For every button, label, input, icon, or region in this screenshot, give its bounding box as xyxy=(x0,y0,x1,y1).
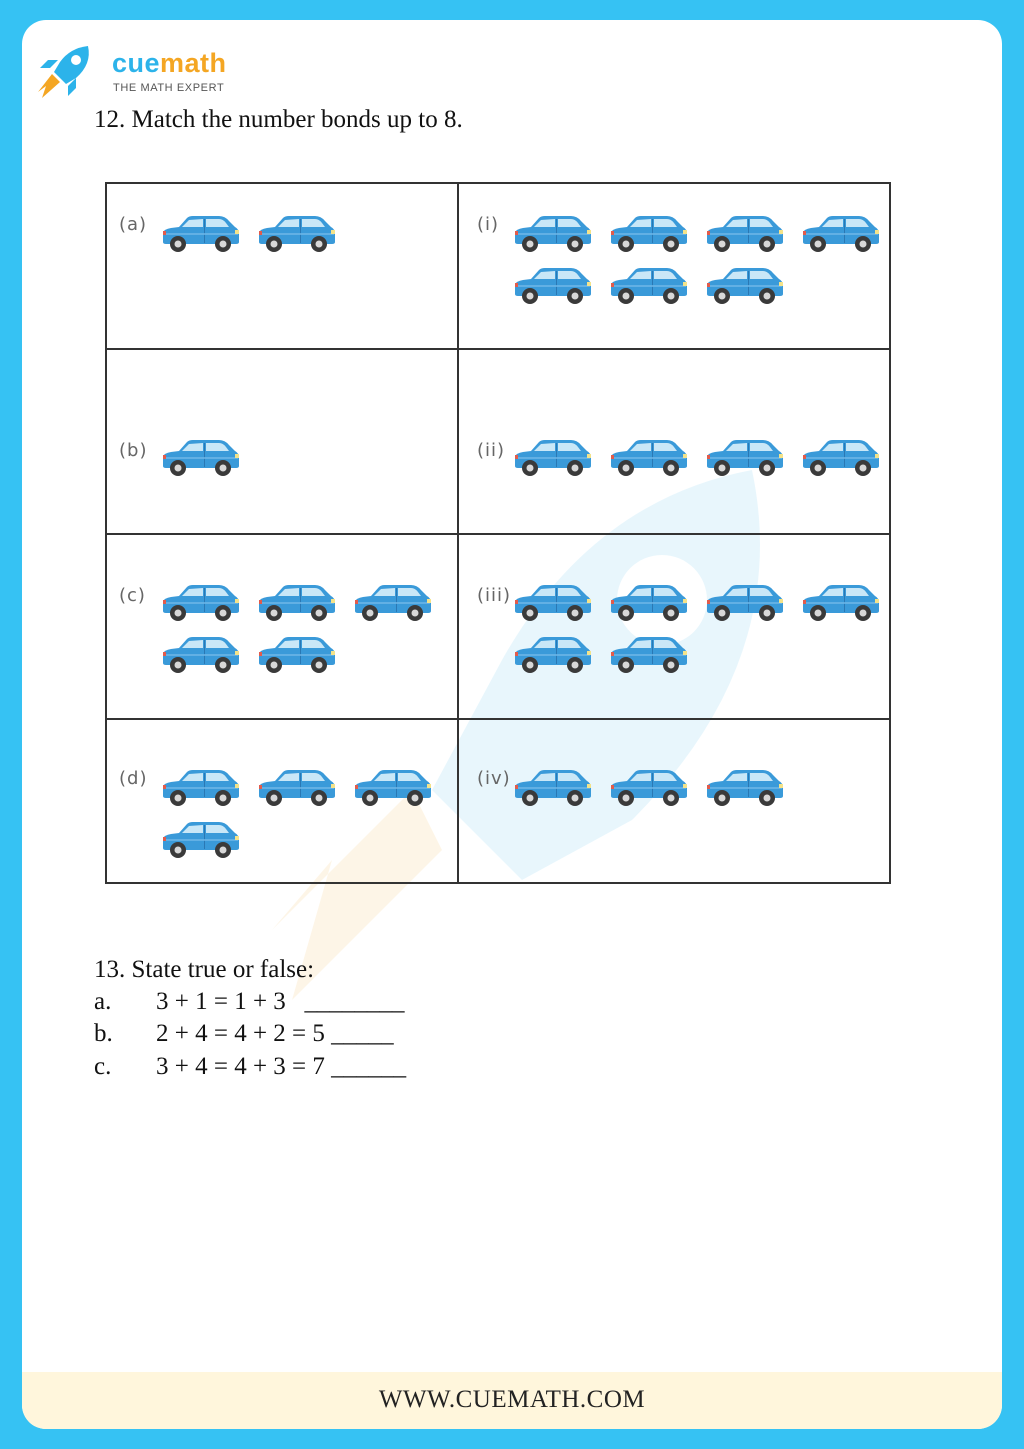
worksheet-page xyxy=(22,20,1002,1429)
question-13-title: 13. State true or false: xyxy=(94,956,315,983)
table-row xyxy=(106,349,890,534)
car-icon xyxy=(703,266,785,304)
car-icon xyxy=(799,438,881,476)
left-cell-d xyxy=(106,719,458,883)
car-icon xyxy=(703,583,785,621)
car-icon xyxy=(607,438,689,476)
item-equation: 2 + 4 = 4 + 2 = 5 _____ xyxy=(156,1020,394,1047)
car-icon xyxy=(799,214,881,252)
car-icon xyxy=(607,214,689,252)
car-icon xyxy=(159,438,241,476)
left-cell-a xyxy=(106,183,458,349)
footer-bar xyxy=(22,1372,1002,1429)
true-false-item-b xyxy=(94,1020,394,1048)
car-icon xyxy=(159,214,241,252)
item-label-a: (a) xyxy=(119,214,148,235)
item-letter: a. xyxy=(94,988,112,1015)
car-icon xyxy=(511,266,593,304)
item-letter: c. xyxy=(94,1053,112,1080)
car-icon xyxy=(607,635,689,673)
car-icon xyxy=(511,635,593,673)
car-icon xyxy=(255,768,337,806)
item-label-b: (b) xyxy=(119,440,148,461)
item-label-iv: (iv) xyxy=(477,768,511,789)
footer-url: WWW.CUEMATH.COM xyxy=(378,1386,646,1413)
item-label-ii: (ii) xyxy=(477,440,506,461)
true-false-item-c xyxy=(94,1053,406,1081)
car-icon xyxy=(159,583,241,621)
car-icon xyxy=(703,214,785,252)
item-label-iii: (iii) xyxy=(477,585,512,606)
car-icon xyxy=(607,583,689,621)
car-icon xyxy=(159,820,241,858)
item-equation: 3 + 1 = 1 + 3 ________ xyxy=(156,988,405,1015)
brand-name-part1: cue xyxy=(112,48,161,78)
item-letter: b. xyxy=(94,1020,113,1047)
table-row xyxy=(106,719,890,883)
table-row xyxy=(106,183,890,349)
true-false-item-a xyxy=(94,988,405,1016)
car-icon xyxy=(511,583,593,621)
car-icon xyxy=(159,635,241,673)
car-icon xyxy=(351,768,433,806)
car-icon xyxy=(607,768,689,806)
car-icon xyxy=(255,583,337,621)
item-label-d: (d) xyxy=(119,768,148,789)
car-icon xyxy=(255,214,337,252)
brand-wordmark xyxy=(112,48,227,79)
rocket-logo-icon xyxy=(36,42,94,100)
item-label-i: (i) xyxy=(477,214,500,235)
right-cell-iii xyxy=(458,534,890,719)
car-icon xyxy=(159,768,241,806)
brand-name-part2: math xyxy=(160,48,227,78)
car-icon xyxy=(511,214,593,252)
cuemath-logo xyxy=(36,42,246,102)
car-icon xyxy=(351,583,433,621)
car-icon xyxy=(511,768,593,806)
right-cell-ii xyxy=(458,349,890,534)
car-icon xyxy=(255,635,337,673)
question-12-title: 12. Match the number bonds up to 8. xyxy=(94,106,463,133)
left-cell-b xyxy=(106,349,458,534)
car-icon xyxy=(703,768,785,806)
right-cell-i xyxy=(458,183,890,349)
number-bond-match-table xyxy=(105,182,891,884)
left-cell-c xyxy=(106,534,458,719)
item-equation: 3 + 4 = 4 + 3 = 7 ______ xyxy=(156,1053,407,1080)
right-cell-iv xyxy=(458,719,890,883)
car-icon xyxy=(511,438,593,476)
car-icon xyxy=(703,438,785,476)
car-icon xyxy=(607,266,689,304)
item-label-c: (c) xyxy=(119,585,146,606)
brand-tagline: THE MATH EXPERT xyxy=(113,82,225,94)
car-icon xyxy=(799,583,881,621)
table-row xyxy=(106,534,890,719)
